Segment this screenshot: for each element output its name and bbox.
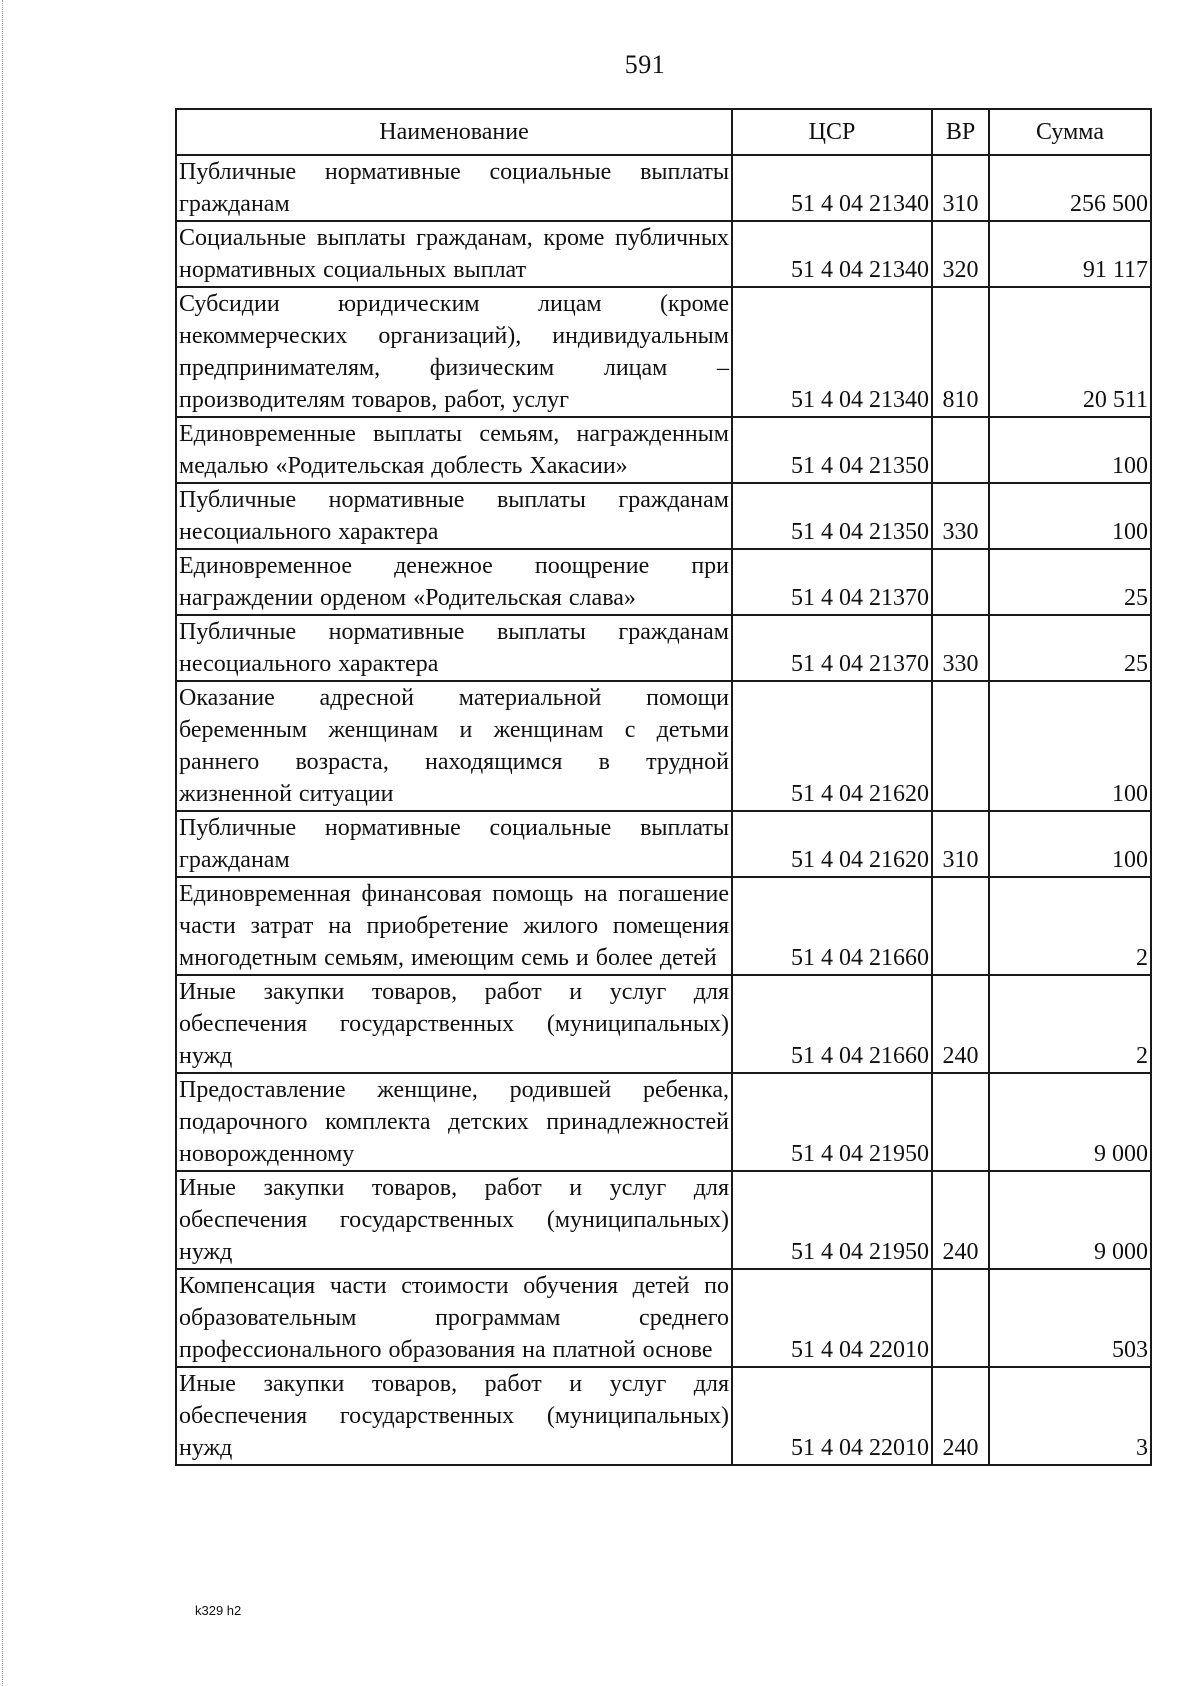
row-vr [932, 877, 989, 975]
row-sum: 9 000 [989, 1073, 1151, 1171]
row-name: Предоставление женщине, родившей ребенка, подарочного комплекта детских принадлежностей новорожденному [176, 1073, 732, 1171]
table-row [176, 1269, 1151, 1367]
table-row [176, 1171, 1151, 1269]
table-row [176, 681, 1151, 811]
table-row [176, 417, 1151, 483]
budget-table [175, 108, 1152, 1466]
row-name: Субсидии юридическим лицам (кроме некоммерческих организаций), индивидуальным предпринимателям, физическим лицам – производителям товаров, работ, услуг [176, 287, 732, 417]
row-vr: 310 [932, 155, 989, 221]
row-csr: 51 4 04 21660 [732, 877, 932, 975]
table-header-row [176, 109, 1151, 155]
table-row [176, 811, 1151, 877]
row-vr: 330 [932, 615, 989, 681]
row-sum: 2 [989, 975, 1151, 1073]
row-vr: 310 [932, 811, 989, 877]
row-sum: 91 117 [989, 221, 1151, 287]
row-vr [932, 681, 989, 811]
row-vr: 240 [932, 1171, 989, 1269]
header-vr: ВР [932, 109, 989, 155]
table-row [176, 1073, 1151, 1171]
row-csr: 51 4 04 21620 [732, 681, 932, 811]
row-sum: 9 000 [989, 1171, 1151, 1269]
row-csr: 51 4 04 21340 [732, 155, 932, 221]
row-sum: 3 [989, 1367, 1151, 1465]
header-sum: Сумма [989, 109, 1151, 155]
table-row [176, 221, 1151, 287]
header-csr: ЦСР [732, 109, 932, 155]
row-sum: 25 [989, 549, 1151, 615]
row-name: Социальные выплаты гражданам, кроме публичных нормативных социальных выплат [176, 221, 732, 287]
row-csr: 51 4 04 21620 [732, 811, 932, 877]
row-csr: 51 4 04 21350 [732, 483, 932, 549]
table-row [176, 287, 1151, 417]
row-csr: 51 4 04 21370 [732, 615, 932, 681]
table-row [176, 877, 1151, 975]
page-number: 591 [624, 50, 666, 79]
row-sum: 503 [989, 1269, 1151, 1367]
row-name: Публичные нормативные социальные выплаты гражданам [176, 811, 732, 877]
row-name: Единовременные выплаты семьям, награжденным медалью «Родительская доблесть Хакасии» [176, 417, 732, 483]
table-row [176, 615, 1151, 681]
row-csr: 51 4 04 21950 [732, 1171, 932, 1269]
row-csr: 51 4 04 21950 [732, 1073, 932, 1171]
footer-code: k329 h2 [195, 1603, 242, 1618]
row-sum: 256 500 [989, 155, 1151, 221]
row-vr: 810 [932, 287, 989, 417]
header-name: Наименование [176, 109, 732, 155]
row-vr [932, 1269, 989, 1367]
row-name: Иные закупки товаров, работ и услуг для обеспечения государственных (муниципальных) нужд [176, 975, 732, 1073]
row-sum: 100 [989, 681, 1151, 811]
table-row [176, 483, 1151, 549]
row-csr: 51 4 04 21370 [732, 549, 932, 615]
table-row [176, 1367, 1151, 1465]
row-vr [932, 549, 989, 615]
row-name: Иные закупки товаров, работ и услуг для обеспечения государственных (муниципальных) нужд [176, 1171, 732, 1269]
row-sum: 100 [989, 417, 1151, 483]
row-name: Публичные нормативные выплаты гражданам несоциального характера [176, 483, 732, 549]
row-name: Публичные нормативные выплаты гражданам несоциального характера [176, 615, 732, 681]
row-name: Единовременное денежное поощрение при награждении орденом «Родительская слава» [176, 549, 732, 615]
row-sum: 2 [989, 877, 1151, 975]
row-sum: 100 [989, 811, 1151, 877]
row-vr: 320 [932, 221, 989, 287]
table-row [176, 975, 1151, 1073]
row-csr: 51 4 04 22010 [732, 1367, 932, 1465]
row-vr: 330 [932, 483, 989, 549]
row-vr: 240 [932, 1367, 989, 1465]
row-sum: 25 [989, 615, 1151, 681]
row-name: Единовременная финансовая помощь на погашение части затрат на приобретение жилого помещения многодетным семьям, имеющим семь и более детей [176, 877, 732, 975]
row-name: Публичные нормативные социальные выплаты гражданам [176, 155, 732, 221]
row-csr: 51 4 04 21340 [732, 221, 932, 287]
row-csr: 51 4 04 21340 [732, 287, 932, 417]
row-vr: 240 [932, 975, 989, 1073]
row-csr: 51 4 04 22010 [732, 1269, 932, 1367]
page-edge-dots [2, 0, 3, 1686]
table-row [176, 549, 1151, 615]
row-sum: 100 [989, 483, 1151, 549]
row-sum: 20 511 [989, 287, 1151, 417]
row-vr [932, 1073, 989, 1171]
table-row [176, 155, 1151, 221]
row-name: Оказание адресной материальной помощи беременным женщинам и женщинам с детьми раннего возраста, находящимся в трудной жизненной ситуации [176, 681, 732, 811]
row-name: Компенсация части стоимости обучения детей по образовательным программам среднего профессионального образования на платной основе [176, 1269, 732, 1367]
row-vr [932, 417, 989, 483]
row-csr: 51 4 04 21350 [732, 417, 932, 483]
row-csr: 51 4 04 21660 [732, 975, 932, 1073]
row-name: Иные закупки товаров, работ и услуг для обеспечения государственных (муниципальных) нужд [176, 1367, 732, 1465]
